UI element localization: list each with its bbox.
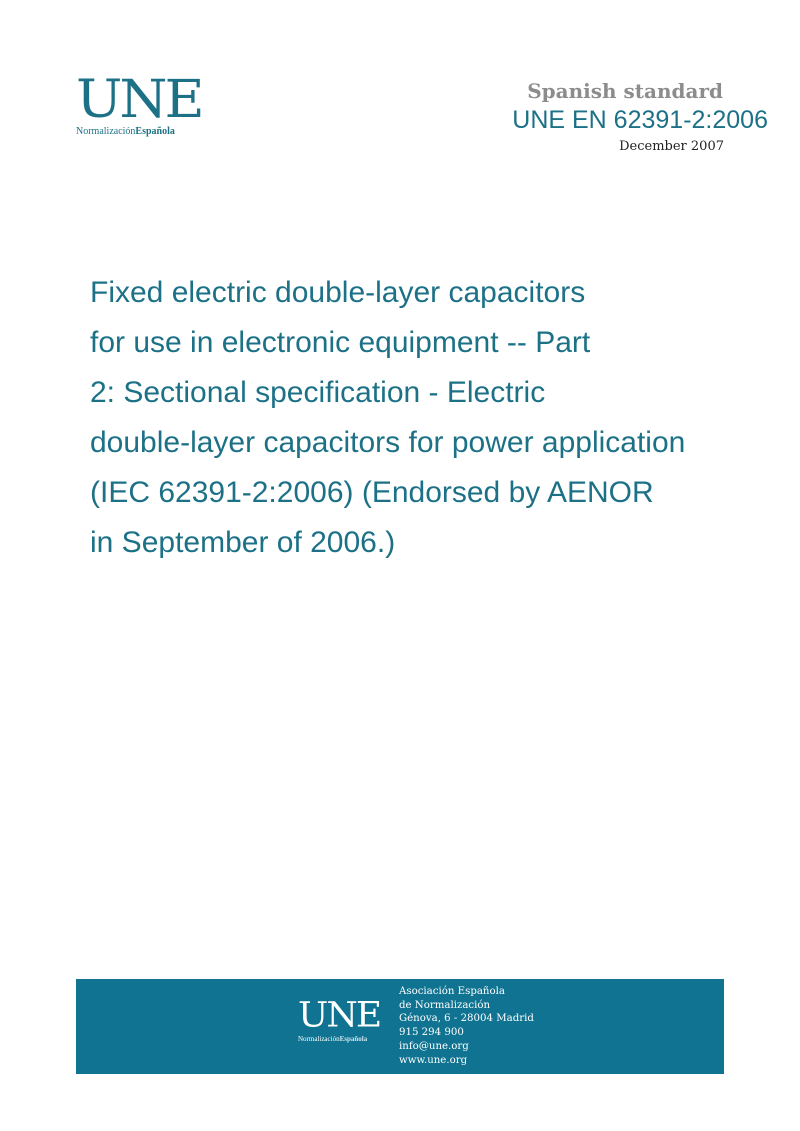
une-logo	[76, 68, 202, 137]
org-name-line: Asociación Española	[399, 986, 505, 997]
org-name-line: de Normalización	[399, 999, 491, 1011]
footer-logo-tagline-regular: Normalización	[298, 1035, 340, 1043]
publication-date: December 2007	[619, 139, 724, 154]
footer-logo	[298, 996, 381, 1043]
document-title	[90, 268, 770, 568]
logo-tagline-regular: Normalización	[76, 126, 136, 137]
phone-number: 915 294 900	[399, 1027, 464, 1039]
footer-logo-tagline-bold: Española	[339, 1035, 368, 1043]
logo-tagline-bold: Española	[135, 126, 175, 137]
website-link[interactable]: www.une.org	[399, 1054, 468, 1066]
footer-address	[399, 985, 534, 1067]
document-header	[512, 78, 768, 158]
title-line: double-layer capacitors for power application	[90, 426, 686, 459]
street-address: Génova, 6 - 28004 Madrid	[399, 1013, 534, 1025]
title-line: in September of 2006.)	[90, 526, 396, 559]
title-line: for use in electronic equipment -- Part	[90, 326, 591, 359]
footer-banner	[76, 979, 724, 1074]
title-line: 2: Sectional specification - Electric	[90, 376, 546, 409]
footer-logo-wordmark: UNE	[298, 996, 381, 1036]
footer-logo-tagline	[298, 1035, 380, 1043]
title-line: (IEC 62391-2:2006) (Endorsed by AENOR	[90, 476, 654, 509]
standard-code: UNE EN 62391-2:2006	[512, 106, 768, 134]
standard-kind: Spanish standard	[527, 79, 723, 103]
title-line: Fixed electric double-layer capacitors	[90, 276, 586, 309]
logo-wordmark: UNE	[76, 68, 202, 130]
email-link[interactable]: info@une.org	[399, 1040, 469, 1052]
